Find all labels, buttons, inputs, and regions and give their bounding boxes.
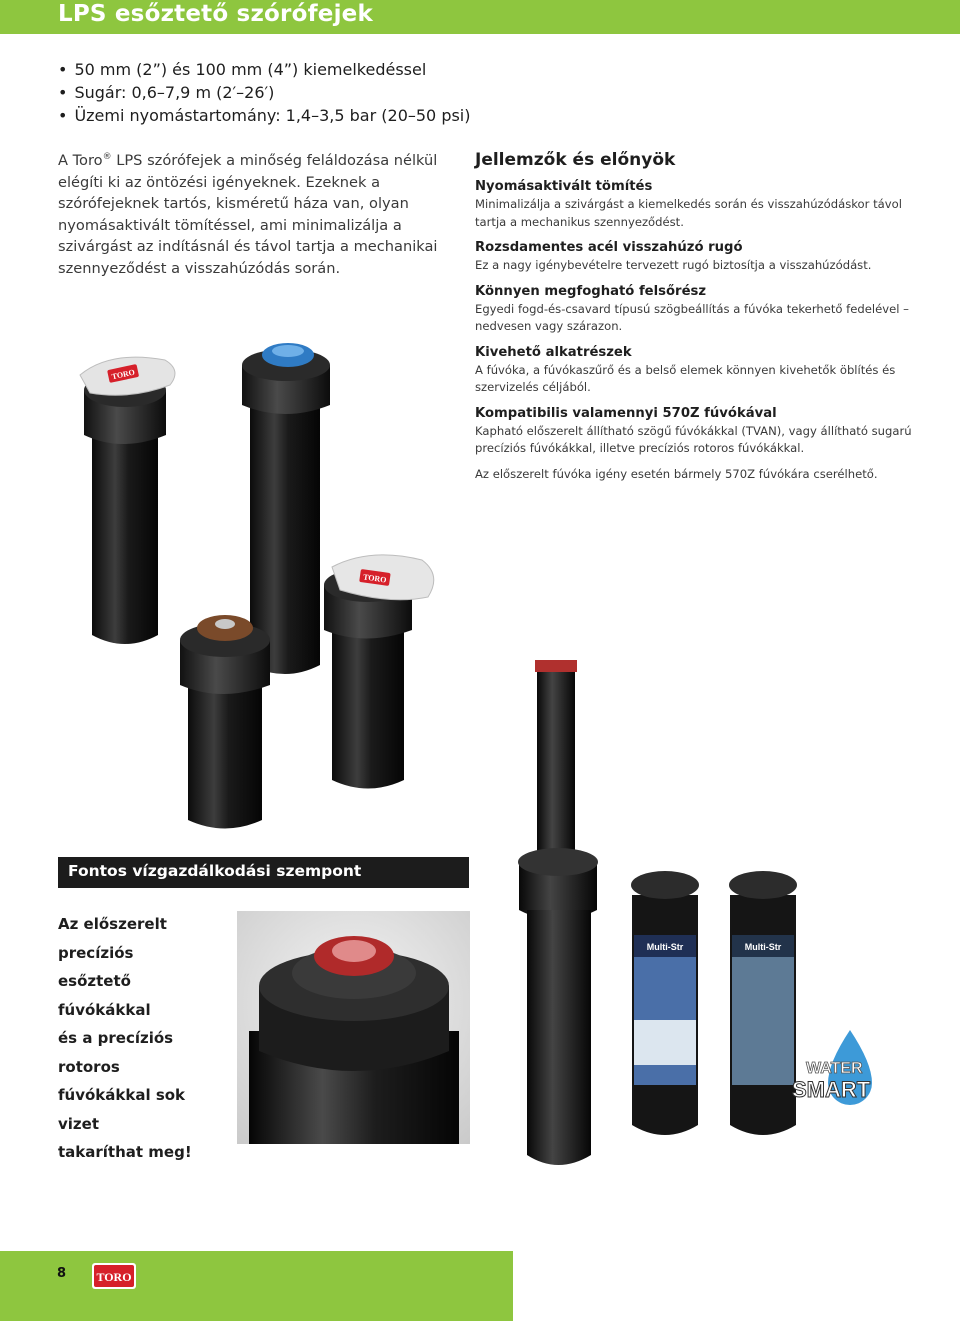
feature-note: Az előszerelt fúvóka igény esetén bármely 570Z fúvókára cserélhető. [475, 466, 878, 481]
feature-title: Kivehető alkatrészek [475, 344, 632, 360]
feature-body: Ez a nagy igénybevételre tervezett rugó biztosítja a visszahúzódást. [475, 258, 872, 272]
sprinkler-heads-photo [70, 335, 460, 840]
feature-title: Könnyen megfogható felsőrész [475, 283, 707, 299]
spec-item: • Sugár: 0,6–7,9 m (2′–26′) [58, 81, 471, 104]
cap-brand-label: TORO [362, 572, 388, 585]
sprinkler-head [180, 615, 270, 829]
feature-body: Minimalizálja a szivárgást a kiemelkedés során és visszahúzódáskor távol tartja a mechanikus szennyeződést. [475, 197, 902, 229]
intro-rest: LPS szórófejek a minőség feláldozása nélkül elégíti ki az öntözési igényeknek. Ezeknek a szórófejeknek tartós, kisméretű háza van, olyan nyomásaktivált tömítéssel, ami minimalizálja a szivárgást az indításnál és távol tartja a mechanikai szennyeződést a visszahúzódás során. [58, 152, 438, 277]
feature-title: Nyomásaktivált tömítés [475, 179, 653, 194]
badge-line1: WATER [806, 1060, 863, 1077]
feature-body: Egyedi fogd-és-csavard típusú szögbeállítás a fúvóka tekerhető fedelével – nedvesen vagy szárazon. [475, 301, 909, 333]
spec-list [58, 58, 471, 127]
logo-text: TORO [96, 1270, 132, 1284]
registered-mark: ® [102, 152, 112, 163]
product-box [631, 871, 699, 1135]
feature-title: Rozsdamentes acél visszahúzó rugó [475, 240, 743, 255]
feature-item [475, 178, 915, 231]
callout-line: takaríthat meg! [58, 1143, 192, 1161]
feature-item [475, 344, 915, 397]
water-smart-badge [792, 1030, 872, 1105]
page-number: 8 [57, 1266, 67, 1281]
feature-body: A fúvóka, a fúvókaszűrő és a belső elemek könnyen kivehetők öblítés és szervizelés céljából. [475, 362, 896, 394]
cap-brand-label: TORO [110, 367, 136, 382]
feature-item [475, 239, 915, 275]
callout-line: esőztető fúvókákkal [58, 972, 151, 1019]
box-label: Multi-Str [744, 942, 782, 952]
toro-logo [92, 1263, 136, 1289]
spec-item: • Üzemi nyomástartomány: 1,4–3,5 bar (20–50 psi) [58, 104, 471, 127]
callout-line: Az előszerelt precíziós [58, 915, 167, 962]
header-bar [0, 0, 960, 34]
sprinkler-head [324, 555, 434, 789]
feature-item [475, 405, 915, 458]
feature-title: Kompatibilis valamennyi 570Z fúvókával [475, 405, 777, 421]
product-box [729, 871, 797, 1135]
sprinkler-closeup-photo [237, 911, 470, 1144]
intro-start: A Toro [58, 152, 103, 169]
boxed-products-photo [620, 855, 880, 1150]
badge-line2: SMART [792, 1077, 871, 1102]
feature-body: Kapható előszerelt állítható szögű fúvókákkal (TVAN), vagy állítható sugarú precíziós fúvókákkal, illetve precíziós rotoros fúvókákkal. [475, 423, 912, 455]
box-label: Multi-Str [646, 942, 684, 952]
callout-line: fúvókákkal sok vizet [58, 1086, 186, 1133]
spec-item: • 50 mm (2”) és 100 mm (4”) kiemelkedéssel [58, 58, 471, 81]
callout-banner [58, 857, 469, 888]
intro-paragraph [58, 150, 458, 279]
features-section [475, 150, 915, 483]
callout-title: Fontos vízgazdálkodási szempont [68, 862, 362, 880]
sprinkler-head [242, 343, 330, 674]
footer-bar [0, 1251, 513, 1321]
page-title: LPS esőztető szórófejek [58, 1, 373, 27]
callout-line: és a precíziós rotoros [58, 1029, 174, 1076]
sprinkler-head [80, 357, 175, 644]
callout-text [58, 910, 228, 1167]
feature-item [475, 283, 915, 336]
features-heading: Jellemzők és előnyök [475, 150, 676, 170]
